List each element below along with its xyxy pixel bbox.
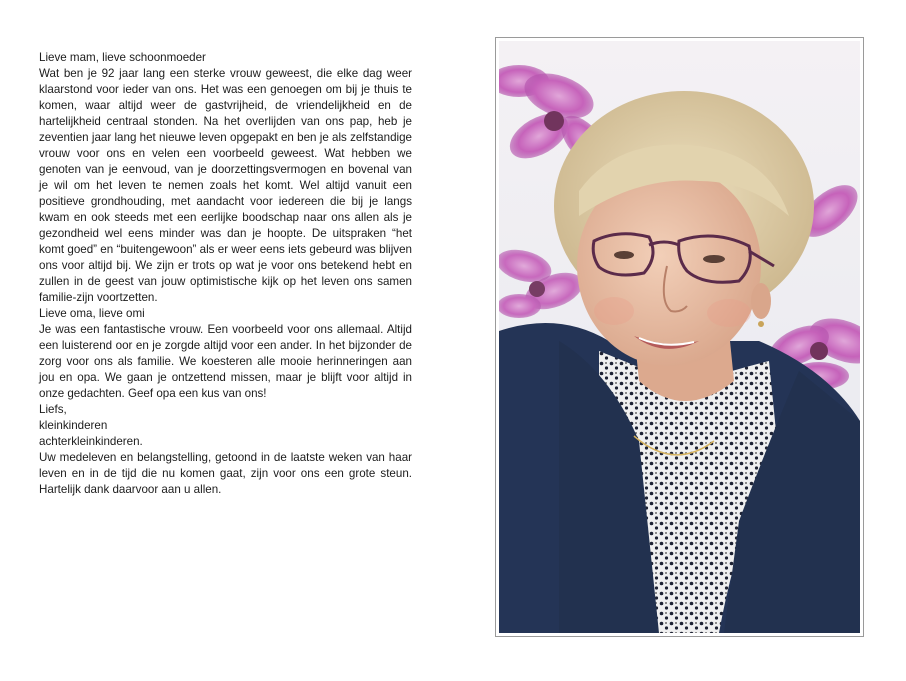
- thanks-body: Uw medeleven en belangstelling, getoond in de laatste weken van haar leven en in de tijd die nu komen gaat, zijn voor ons een grote steun. Hartelijk dank daarvoor aan u allen.: [39, 451, 412, 496]
- signature: [39, 402, 412, 450]
- portrait-photo: [499, 41, 860, 633]
- letter-to-grandmother: [39, 306, 412, 402]
- signature-closing: Liefs,: [39, 403, 67, 416]
- grandchildren-body: Je was een fantastische vrouw. Een voorbeeld voor ons allemaal. Altijd een luisterend oor en je zorgde altijd voor een ander. In het bijzonder de zorg voor ons als familie. We koesteren alle mooie herinneringen aan jou en opa. We gaan je ontzettend missen, maar je blijft voor altijd in onze gedachten. Geef opa een kus van ons!: [39, 323, 412, 400]
- letter-greeting: Lieve mam, lieve schoonmoeder: [39, 51, 206, 64]
- signature-line-great-grandchildren: achterkleinkinderen.: [39, 435, 143, 448]
- memorial-text: [39, 50, 412, 498]
- signature-line-grandchildren: kleinkinderen: [39, 419, 108, 432]
- thank-you-note: [39, 450, 412, 498]
- portrait-frame: [495, 37, 864, 637]
- grandchildren-greeting: Lieve oma, lieve omi: [39, 307, 145, 320]
- letter-body: Wat ben je 92 jaar lang een sterke vrouw geweest, die elke dag weer klaarstond voor ieder van ons. Het was een genoegen om bij je thuis te komen, waar altijd weer de gastvrijheid, de vriendelijkheid en de hartelijkheid centraal stonden. Na het overlijden van ons pap, heb je zeventien jaar lang het nieuwe leven opgepakt en ben je als zelfstandige vrouw voor ons en velen een voorbeeld geweest. Wat hebben we genoten van je eenvoud, van je doorzettingsvermogen en bovenal van je wil om het leven te nemen zoals het komt. Wel altijd vanuit een positieve grondhouding, met aandacht voor iedereen die bij je langs kwam en ook steeds met een eerlijke boodschap naar ons allen als je gezondheid wel eens minder was dan je hoopte. De uitspraken “het komt goed” en “buitengewoon” als er weer eens iets gebeurd was blijven ons voor altijd bij. We zijn er trots op wat je voor ons betekend hebt en zullen in de geest van jouw optimistische kijk op het leven ons samen familie-zijn voortzetten.: [39, 67, 412, 304]
- letter-to-mother: [39, 50, 412, 306]
